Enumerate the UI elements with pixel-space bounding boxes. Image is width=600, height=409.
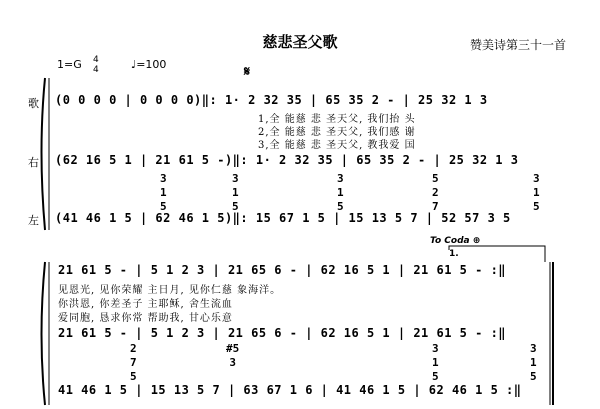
system1-right-chord [160, 172, 167, 214]
system1-melody-line: (0 0 0 0 | 0 0 0 0)‖: 1· 2 32 35 | 65 35 2 - | 25 32 1 3 [55, 93, 488, 107]
chord-note: #5 [226, 342, 240, 355]
chord-note: 7 [432, 200, 439, 213]
time-signature-bottom: 4 [93, 65, 99, 75]
hymn-number: 赞美诗第三十一首 [470, 38, 567, 52]
key-signature: 1=G [57, 58, 82, 71]
chord-note: 3 [337, 172, 344, 185]
system2-right-chord [432, 342, 439, 384]
chord-note: 5 [530, 370, 537, 383]
system1-lyric-verse3: 3,全 能慈 悲 圣天父, 教我爱 国 [258, 140, 416, 151]
system1-lyric-verse1: 1,全 能慈 悲 圣天父, 我们抬 头 [258, 114, 416, 125]
part-label-left: 左 [28, 214, 39, 227]
chord-note: 2 [432, 186, 439, 199]
chord-note: 1 [337, 186, 344, 199]
chord-note: 1 [232, 186, 239, 199]
system2-left-hand-line: 41 46 1 5 | 15 13 5 7 | 63 67 1 6 | 41 46 1 5 | 62 46 1 5 :‖ [58, 383, 522, 397]
system2-right-hand-line: 21 61 5 - | 5 1 2 3 | 21 65 6 - | 62 16 5 1 | 21 61 5 - :‖ [58, 326, 507, 340]
first-ending-volta: 1. [449, 249, 459, 259]
chord-note: 5 [130, 370, 137, 383]
system2-melody-line: 21 61 5 - | 5 1 2 3 | 21 65 6 - | 62 16 5 1 | 21 61 5 - :‖ [58, 263, 507, 277]
chord-note: 5 [432, 370, 439, 383]
chord-note: 1 [160, 186, 167, 199]
chord-note: 3 [530, 342, 537, 355]
system2-lyric-verse2: 你洪恩, 你差圣子 主耶稣, 舍生流血 [58, 299, 233, 310]
segno-icon: 𝄋 [244, 64, 251, 80]
system1-left-hand-line: (41 46 1 5 | 62 46 1 5)‖: 15 67 1 5 | 15 13 5 7 | 52 57 3 5 [55, 211, 511, 225]
time-signature-top: 4 [93, 55, 99, 65]
system2-right-chord [226, 342, 239, 370]
chord-note: 3 [533, 172, 540, 185]
system1-right-chord [533, 172, 540, 214]
system1-right-chord [232, 172, 239, 214]
chord-note: 5 [337, 200, 344, 213]
to-coda-marking: To Coda ⊕ [430, 236, 481, 246]
chord-note: 1 [530, 356, 537, 369]
part-label-melody: 歌 [28, 97, 39, 110]
chord-note: 3 [232, 172, 239, 185]
chord-note: 3 [160, 172, 167, 185]
part-label-right: 右 [28, 156, 39, 169]
song-title: 慈悲圣父歌 [262, 33, 338, 51]
system1-right-chord [337, 172, 344, 214]
tempo-marking: ♩=100 [131, 58, 167, 71]
chord-note: 5 [160, 200, 167, 213]
system1-lyric-verse2: 2,全 能慈 悲 圣天父, 我们感 谢 [258, 127, 416, 138]
system2-lyric-verse3: 爱同胞, 恳求你常 帮助我, 甘心乐意 [58, 313, 233, 324]
chord-note: 1 [533, 186, 540, 199]
system1-right-hand-line: (62 16 5 1 | 21 61 5 -)‖: 1· 2 32 35 | 65 35 2 - | 25 32 1 3 [55, 153, 519, 167]
chord-note: 5 [232, 200, 239, 213]
system2-lyric-verse1: 见恩光, 见你荣耀 主日月, 见你仁慈 象海洋。 [58, 285, 282, 296]
chord-note: 2 [130, 342, 137, 355]
chord-note: 7 [130, 356, 137, 369]
chord-note: 5 [432, 172, 439, 185]
system2-right-chord [530, 342, 537, 384]
chord-note: 1 [432, 356, 439, 369]
system2-right-chord [130, 342, 137, 384]
chord-note: 5 [533, 200, 540, 213]
chord-note: 3 [432, 342, 439, 355]
chord-note: 3 [229, 356, 236, 369]
system1-right-chord [432, 172, 439, 214]
